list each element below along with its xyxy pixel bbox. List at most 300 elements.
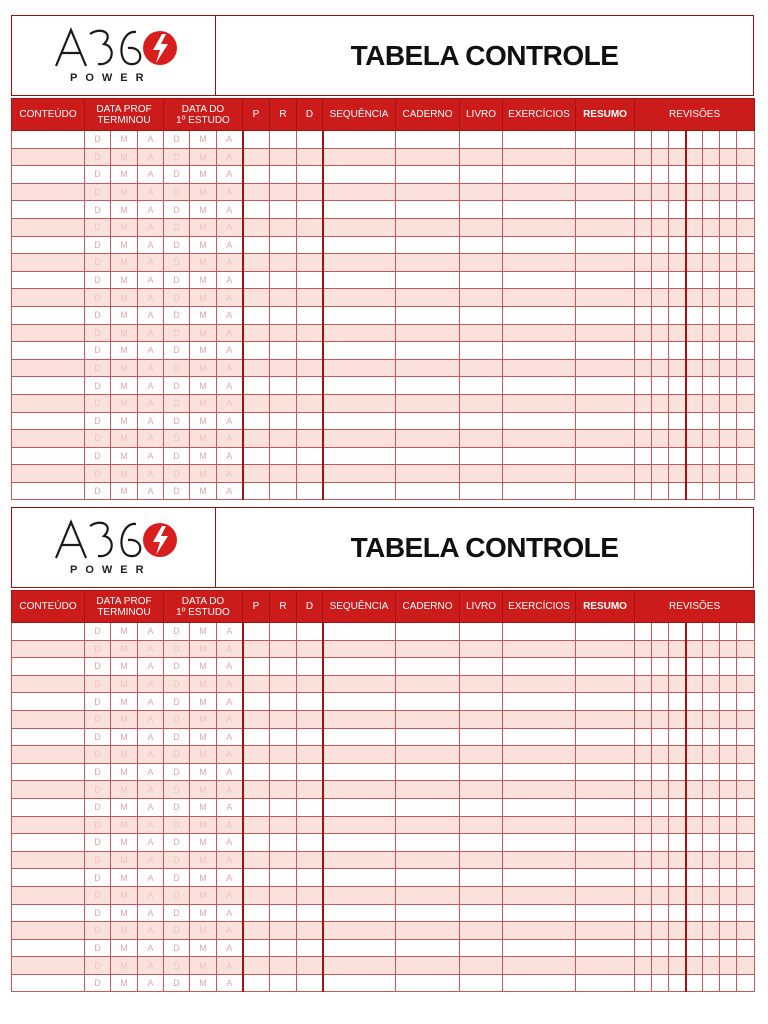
cell-conteudo[interactable] xyxy=(12,798,85,816)
cell-resumo[interactable] xyxy=(576,974,635,992)
cell-livro[interactable] xyxy=(460,271,503,289)
cell-date-m[interactable]: M xyxy=(111,166,138,184)
cell-r[interactable] xyxy=(270,798,297,816)
cell-r[interactable] xyxy=(270,658,297,676)
cell-sequencia[interactable] xyxy=(323,254,396,272)
cell-date-d[interactable]: D xyxy=(164,306,190,324)
cell-date-d[interactable]: D xyxy=(85,693,111,711)
cell-livro[interactable] xyxy=(460,236,503,254)
cell-caderno[interactable] xyxy=(396,377,460,395)
cell-date-m[interactable]: M xyxy=(190,922,217,940)
cell-conteudo[interactable] xyxy=(12,675,85,693)
cell-conteudo[interactable] xyxy=(12,201,85,219)
cell-sequencia[interactable] xyxy=(323,289,396,307)
cell-sequencia[interactable] xyxy=(323,957,396,975)
cell-date-m[interactable]: M xyxy=(111,289,138,307)
cell-revisao[interactable] xyxy=(703,377,720,395)
cell-revisao[interactable] xyxy=(686,623,703,641)
cell-date-d[interactable]: D xyxy=(164,851,190,869)
cell-revisao[interactable] xyxy=(737,816,755,834)
cell-revisao[interactable] xyxy=(737,306,755,324)
cell-revisao[interactable] xyxy=(669,728,686,746)
cell-revisao[interactable] xyxy=(686,342,703,360)
cell-r[interactable] xyxy=(270,412,297,430)
cell-exercicios[interactable] xyxy=(503,763,576,781)
cell-sequencia[interactable] xyxy=(323,640,396,658)
cell-p[interactable] xyxy=(243,957,270,975)
cell-date-a[interactable]: A xyxy=(217,289,243,307)
cell-d[interactable] xyxy=(297,886,323,904)
cell-resumo[interactable] xyxy=(576,447,635,465)
cell-revisao[interactable] xyxy=(720,131,737,149)
cell-r[interactable] xyxy=(270,957,297,975)
cell-revisao[interactable] xyxy=(669,675,686,693)
cell-revisao[interactable] xyxy=(652,658,669,676)
cell-resumo[interactable] xyxy=(576,377,635,395)
cell-caderno[interactable] xyxy=(396,289,460,307)
cell-caderno[interactable] xyxy=(396,342,460,360)
cell-date-a[interactable]: A xyxy=(138,465,164,483)
cell-revisao[interactable] xyxy=(669,922,686,940)
cell-resumo[interactable] xyxy=(576,148,635,166)
cell-revisao[interactable] xyxy=(635,746,652,764)
cell-revisao[interactable] xyxy=(652,412,669,430)
cell-date-a[interactable]: A xyxy=(217,306,243,324)
cell-date-d[interactable]: D xyxy=(164,412,190,430)
cell-p[interactable] xyxy=(243,974,270,992)
cell-r[interactable] xyxy=(270,394,297,412)
cell-exercicios[interactable] xyxy=(503,131,576,149)
cell-revisao[interactable] xyxy=(652,763,669,781)
cell-date-m[interactable]: M xyxy=(190,359,217,377)
cell-revisao[interactable] xyxy=(686,746,703,764)
cell-revisao[interactable] xyxy=(703,763,720,781)
cell-date-d[interactable]: D xyxy=(85,342,111,360)
cell-livro[interactable] xyxy=(460,183,503,201)
cell-revisao[interactable] xyxy=(703,447,720,465)
cell-date-m[interactable]: M xyxy=(190,851,217,869)
cell-sequencia[interactable] xyxy=(323,851,396,869)
cell-date-a[interactable]: A xyxy=(138,728,164,746)
cell-date-d[interactable]: D xyxy=(164,447,190,465)
cell-date-m[interactable]: M xyxy=(111,904,138,922)
cell-revisao[interactable] xyxy=(669,271,686,289)
cell-d[interactable] xyxy=(297,289,323,307)
cell-sequencia[interactable] xyxy=(323,939,396,957)
cell-revisao[interactable] xyxy=(686,465,703,483)
cell-date-a[interactable]: A xyxy=(217,781,243,799)
cell-revisao[interactable] xyxy=(652,201,669,219)
cell-exercicios[interactable] xyxy=(503,254,576,272)
cell-date-m[interactable]: M xyxy=(111,816,138,834)
cell-revisao[interactable] xyxy=(652,306,669,324)
cell-date-a[interactable]: A xyxy=(138,922,164,940)
cell-conteudo[interactable] xyxy=(12,939,85,957)
cell-sequencia[interactable] xyxy=(323,131,396,149)
cell-revisao[interactable] xyxy=(737,394,755,412)
cell-date-a[interactable]: A xyxy=(138,710,164,728)
cell-resumo[interactable] xyxy=(576,675,635,693)
cell-livro[interactable] xyxy=(460,148,503,166)
cell-sequencia[interactable] xyxy=(323,342,396,360)
cell-p[interactable] xyxy=(243,834,270,852)
cell-date-m[interactable]: M xyxy=(111,306,138,324)
cell-revisao[interactable] xyxy=(737,798,755,816)
cell-caderno[interactable] xyxy=(396,834,460,852)
cell-revisao[interactable] xyxy=(703,324,720,342)
cell-resumo[interactable] xyxy=(576,324,635,342)
cell-date-m[interactable]: M xyxy=(111,218,138,236)
cell-date-a[interactable]: A xyxy=(217,974,243,992)
cell-date-a[interactable]: A xyxy=(217,430,243,448)
cell-revisao[interactable] xyxy=(652,640,669,658)
cell-date-d[interactable]: D xyxy=(85,798,111,816)
cell-date-m[interactable]: M xyxy=(190,710,217,728)
cell-d[interactable] xyxy=(297,166,323,184)
cell-revisao[interactable] xyxy=(720,482,737,500)
cell-revisao[interactable] xyxy=(686,939,703,957)
cell-revisao[interactable] xyxy=(652,254,669,272)
cell-resumo[interactable] xyxy=(576,342,635,360)
cell-revisao[interactable] xyxy=(686,201,703,219)
cell-revisao[interactable] xyxy=(720,869,737,887)
cell-revisao[interactable] xyxy=(686,869,703,887)
cell-livro[interactable] xyxy=(460,675,503,693)
cell-p[interactable] xyxy=(243,675,270,693)
cell-date-d[interactable]: D xyxy=(164,886,190,904)
cell-date-d[interactable]: D xyxy=(164,254,190,272)
cell-date-m[interactable]: M xyxy=(190,957,217,975)
cell-sequencia[interactable] xyxy=(323,658,396,676)
cell-exercicios[interactable] xyxy=(503,377,576,395)
cell-revisao[interactable] xyxy=(652,377,669,395)
cell-date-d[interactable]: D xyxy=(164,394,190,412)
cell-revisao[interactable] xyxy=(703,166,720,184)
cell-revisao[interactable] xyxy=(703,306,720,324)
cell-livro[interactable] xyxy=(460,693,503,711)
cell-revisao[interactable] xyxy=(635,939,652,957)
cell-revisao[interactable] xyxy=(720,675,737,693)
cell-livro[interactable] xyxy=(460,939,503,957)
cell-revisao[interactable] xyxy=(635,166,652,184)
cell-exercicios[interactable] xyxy=(503,482,576,500)
cell-conteudo[interactable] xyxy=(12,236,85,254)
cell-revisao[interactable] xyxy=(669,430,686,448)
cell-revisao[interactable] xyxy=(669,623,686,641)
cell-date-a[interactable]: A xyxy=(138,148,164,166)
cell-exercicios[interactable] xyxy=(503,324,576,342)
cell-date-m[interactable]: M xyxy=(111,623,138,641)
cell-revisao[interactable] xyxy=(686,798,703,816)
cell-r[interactable] xyxy=(270,254,297,272)
cell-sequencia[interactable] xyxy=(323,728,396,746)
cell-caderno[interactable] xyxy=(396,763,460,781)
cell-revisao[interactable] xyxy=(737,658,755,676)
cell-date-a[interactable]: A xyxy=(138,746,164,764)
cell-date-a[interactable]: A xyxy=(217,447,243,465)
cell-revisao[interactable] xyxy=(720,763,737,781)
cell-date-m[interactable]: M xyxy=(190,289,217,307)
cell-d[interactable] xyxy=(297,728,323,746)
cell-date-d[interactable]: D xyxy=(164,131,190,149)
cell-date-a[interactable]: A xyxy=(138,166,164,184)
cell-exercicios[interactable] xyxy=(503,834,576,852)
cell-date-m[interactable]: M xyxy=(111,394,138,412)
cell-resumo[interactable] xyxy=(576,482,635,500)
cell-r[interactable] xyxy=(270,834,297,852)
cell-date-a[interactable]: A xyxy=(217,886,243,904)
cell-revisao[interactable] xyxy=(720,166,737,184)
cell-date-m[interactable]: M xyxy=(190,640,217,658)
cell-d[interactable] xyxy=(297,359,323,377)
cell-caderno[interactable] xyxy=(396,640,460,658)
cell-date-a[interactable]: A xyxy=(217,254,243,272)
cell-p[interactable] xyxy=(243,254,270,272)
cell-date-m[interactable]: M xyxy=(111,377,138,395)
cell-revisao[interactable] xyxy=(703,271,720,289)
cell-p[interactable] xyxy=(243,922,270,940)
cell-p[interactable] xyxy=(243,869,270,887)
cell-revisao[interactable] xyxy=(652,131,669,149)
cell-sequencia[interactable] xyxy=(323,710,396,728)
cell-revisao[interactable] xyxy=(686,781,703,799)
cell-revisao[interactable] xyxy=(703,728,720,746)
cell-date-a[interactable]: A xyxy=(138,834,164,852)
cell-resumo[interactable] xyxy=(576,869,635,887)
cell-revisao[interactable] xyxy=(686,763,703,781)
cell-r[interactable] xyxy=(270,447,297,465)
cell-date-d[interactable]: D xyxy=(164,289,190,307)
cell-date-m[interactable]: M xyxy=(111,131,138,149)
cell-d[interactable] xyxy=(297,394,323,412)
cell-revisao[interactable] xyxy=(703,254,720,272)
cell-date-m[interactable]: M xyxy=(190,254,217,272)
cell-d[interactable] xyxy=(297,254,323,272)
cell-conteudo[interactable] xyxy=(12,324,85,342)
cell-date-d[interactable]: D xyxy=(164,623,190,641)
cell-date-a[interactable]: A xyxy=(217,218,243,236)
cell-r[interactable] xyxy=(270,974,297,992)
cell-revisao[interactable] xyxy=(686,183,703,201)
cell-d[interactable] xyxy=(297,781,323,799)
cell-date-d[interactable]: D xyxy=(164,675,190,693)
cell-date-d[interactable]: D xyxy=(85,412,111,430)
cell-revisao[interactable] xyxy=(652,359,669,377)
cell-revisao[interactable] xyxy=(703,710,720,728)
cell-revisao[interactable] xyxy=(669,746,686,764)
cell-date-d[interactable]: D xyxy=(164,904,190,922)
cell-caderno[interactable] xyxy=(396,798,460,816)
cell-conteudo[interactable] xyxy=(12,746,85,764)
cell-caderno[interactable] xyxy=(396,781,460,799)
cell-revisao[interactable] xyxy=(737,131,755,149)
cell-revisao[interactable] xyxy=(703,218,720,236)
cell-date-d[interactable]: D xyxy=(164,746,190,764)
cell-revisao[interactable] xyxy=(720,236,737,254)
cell-d[interactable] xyxy=(297,658,323,676)
cell-sequencia[interactable] xyxy=(323,166,396,184)
cell-r[interactable] xyxy=(270,218,297,236)
cell-d[interactable] xyxy=(297,271,323,289)
cell-sequencia[interactable] xyxy=(323,324,396,342)
cell-date-a[interactable]: A xyxy=(138,324,164,342)
cell-date-m[interactable]: M xyxy=(111,447,138,465)
cell-caderno[interactable] xyxy=(396,710,460,728)
cell-revisao[interactable] xyxy=(635,816,652,834)
cell-conteudo[interactable] xyxy=(12,271,85,289)
cell-revisao[interactable] xyxy=(720,816,737,834)
cell-exercicios[interactable] xyxy=(503,623,576,641)
cell-sequencia[interactable] xyxy=(323,306,396,324)
cell-revisao[interactable] xyxy=(635,886,652,904)
cell-revisao[interactable] xyxy=(652,693,669,711)
cell-resumo[interactable] xyxy=(576,218,635,236)
cell-date-d[interactable]: D xyxy=(85,675,111,693)
cell-sequencia[interactable] xyxy=(323,430,396,448)
cell-d[interactable] xyxy=(297,131,323,149)
cell-date-d[interactable]: D xyxy=(85,834,111,852)
cell-p[interactable] xyxy=(243,447,270,465)
cell-date-d[interactable]: D xyxy=(164,763,190,781)
cell-r[interactable] xyxy=(270,306,297,324)
cell-exercicios[interactable] xyxy=(503,974,576,992)
cell-date-d[interactable]: D xyxy=(85,377,111,395)
cell-date-m[interactable]: M xyxy=(190,183,217,201)
cell-date-a[interactable]: A xyxy=(217,324,243,342)
cell-livro[interactable] xyxy=(460,851,503,869)
cell-caderno[interactable] xyxy=(396,922,460,940)
cell-d[interactable] xyxy=(297,957,323,975)
cell-date-a[interactable]: A xyxy=(138,957,164,975)
cell-revisao[interactable] xyxy=(669,148,686,166)
cell-date-m[interactable]: M xyxy=(190,342,217,360)
cell-date-d[interactable]: D xyxy=(85,851,111,869)
cell-livro[interactable] xyxy=(460,324,503,342)
cell-revisao[interactable] xyxy=(703,886,720,904)
cell-revisao[interactable] xyxy=(652,623,669,641)
cell-date-a[interactable]: A xyxy=(217,834,243,852)
cell-revisao[interactable] xyxy=(669,957,686,975)
cell-caderno[interactable] xyxy=(396,131,460,149)
cell-date-m[interactable]: M xyxy=(190,974,217,992)
cell-revisao[interactable] xyxy=(635,957,652,975)
cell-revisao[interactable] xyxy=(703,201,720,219)
cell-date-a[interactable]: A xyxy=(217,131,243,149)
cell-date-m[interactable]: M xyxy=(111,465,138,483)
cell-conteudo[interactable] xyxy=(12,465,85,483)
cell-caderno[interactable] xyxy=(396,816,460,834)
cell-date-d[interactable]: D xyxy=(164,710,190,728)
cell-conteudo[interactable] xyxy=(12,394,85,412)
cell-livro[interactable] xyxy=(460,131,503,149)
cell-date-d[interactable]: D xyxy=(164,922,190,940)
cell-date-a[interactable]: A xyxy=(217,939,243,957)
cell-revisao[interactable] xyxy=(737,166,755,184)
cell-date-a[interactable]: A xyxy=(217,640,243,658)
cell-date-a[interactable]: A xyxy=(138,939,164,957)
cell-date-a[interactable]: A xyxy=(217,851,243,869)
cell-revisao[interactable] xyxy=(635,271,652,289)
cell-r[interactable] xyxy=(270,148,297,166)
cell-revisao[interactable] xyxy=(703,465,720,483)
cell-revisao[interactable] xyxy=(703,851,720,869)
cell-date-a[interactable]: A xyxy=(217,658,243,676)
cell-conteudo[interactable] xyxy=(12,342,85,360)
cell-revisao[interactable] xyxy=(720,939,737,957)
cell-d[interactable] xyxy=(297,306,323,324)
cell-revisao[interactable] xyxy=(635,412,652,430)
cell-p[interactable] xyxy=(243,623,270,641)
cell-d[interactable] xyxy=(297,640,323,658)
cell-revisao[interactable] xyxy=(652,834,669,852)
cell-exercicios[interactable] xyxy=(503,465,576,483)
cell-date-m[interactable]: M xyxy=(111,324,138,342)
cell-exercicios[interactable] xyxy=(503,746,576,764)
cell-caderno[interactable] xyxy=(396,201,460,219)
cell-r[interactable] xyxy=(270,430,297,448)
cell-r[interactable] xyxy=(270,166,297,184)
cell-revisao[interactable] xyxy=(737,342,755,360)
cell-revisao[interactable] xyxy=(703,834,720,852)
cell-revisao[interactable] xyxy=(669,640,686,658)
cell-livro[interactable] xyxy=(460,465,503,483)
cell-date-d[interactable]: D xyxy=(164,482,190,500)
cell-conteudo[interactable] xyxy=(12,623,85,641)
cell-r[interactable] xyxy=(270,728,297,746)
cell-conteudo[interactable] xyxy=(12,922,85,940)
cell-caderno[interactable] xyxy=(396,957,460,975)
cell-exercicios[interactable] xyxy=(503,640,576,658)
cell-revisao[interactable] xyxy=(635,201,652,219)
cell-revisao[interactable] xyxy=(652,482,669,500)
cell-revisao[interactable] xyxy=(737,851,755,869)
cell-p[interactable] xyxy=(243,781,270,799)
cell-resumo[interactable] xyxy=(576,658,635,676)
cell-date-d[interactable]: D xyxy=(85,394,111,412)
cell-livro[interactable] xyxy=(460,974,503,992)
cell-d[interactable] xyxy=(297,465,323,483)
cell-p[interactable] xyxy=(243,412,270,430)
cell-sequencia[interactable] xyxy=(323,236,396,254)
cell-revisao[interactable] xyxy=(635,342,652,360)
cell-date-d[interactable]: D xyxy=(85,869,111,887)
cell-revisao[interactable] xyxy=(669,394,686,412)
cell-date-a[interactable]: A xyxy=(217,482,243,500)
cell-r[interactable] xyxy=(270,781,297,799)
cell-date-a[interactable]: A xyxy=(138,623,164,641)
cell-revisao[interactable] xyxy=(703,640,720,658)
cell-exercicios[interactable] xyxy=(503,183,576,201)
cell-date-d[interactable]: D xyxy=(85,658,111,676)
cell-revisao[interactable] xyxy=(669,763,686,781)
cell-conteudo[interactable] xyxy=(12,254,85,272)
cell-date-m[interactable]: M xyxy=(190,886,217,904)
cell-sequencia[interactable] xyxy=(323,763,396,781)
cell-exercicios[interactable] xyxy=(503,447,576,465)
cell-livro[interactable] xyxy=(460,289,503,307)
cell-p[interactable] xyxy=(243,939,270,957)
cell-revisao[interactable] xyxy=(652,974,669,992)
cell-revisao[interactable] xyxy=(720,798,737,816)
cell-p[interactable] xyxy=(243,377,270,395)
cell-revisao[interactable] xyxy=(737,201,755,219)
cell-p[interactable] xyxy=(243,658,270,676)
cell-exercicios[interactable] xyxy=(503,922,576,940)
cell-date-m[interactable]: M xyxy=(190,394,217,412)
cell-p[interactable] xyxy=(243,289,270,307)
cell-date-d[interactable]: D xyxy=(85,939,111,957)
cell-exercicios[interactable] xyxy=(503,939,576,957)
